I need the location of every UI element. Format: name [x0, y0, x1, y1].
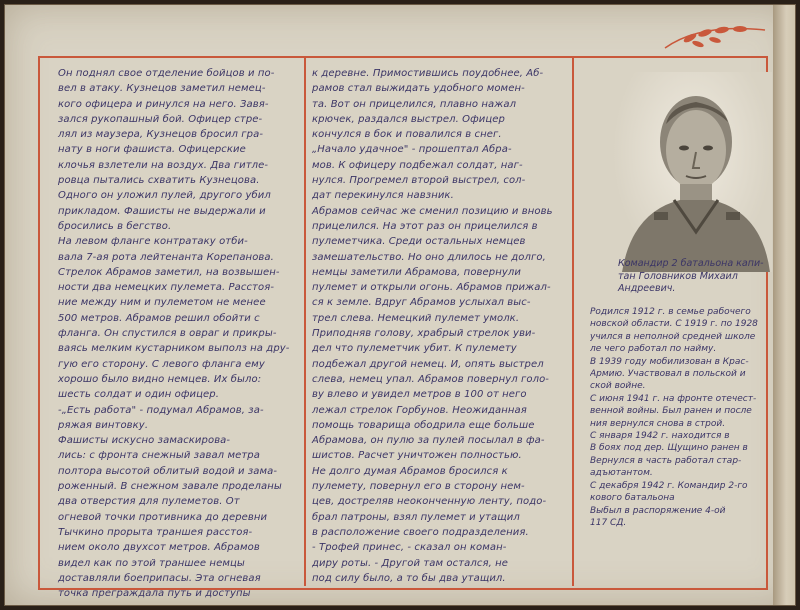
text-line: точка преграждала путь и доступы — [58, 588, 251, 600]
text-line: зался рукопашный бой. Офицер стре- — [58, 113, 263, 125]
text-line: ву влево и увидел метров в 100 от него — [312, 389, 527, 401]
commander-portrait — [612, 72, 772, 272]
text-line: дат перекинулся навзник. — [312, 190, 454, 202]
bio-line: адъютантом. — [590, 468, 653, 479]
caption-line: Андреевич. — [618, 283, 676, 294]
text-line: Абрамова, он пулю за пулей посылал в фа- — [312, 435, 545, 447]
text-line: мов. К офицеру подбежал солдат, наг- — [312, 159, 523, 171]
text-line: Стрелок Абрамов заметил, на возвышен- — [58, 266, 280, 278]
text-line: помощь товарища ободрила еще больше — [312, 419, 535, 431]
text-line: та. Вот он прицелился, плавно нажал — [312, 98, 517, 110]
text-line: к деревне. Примостившись поудобнее, Аб- — [312, 68, 544, 79]
text-line: цев, достреляв неоконченную ленту, подо- — [312, 496, 547, 508]
text-line: подбежал другой немец. И, опять выстрел — [312, 358, 544, 370]
bio-line: С июня 1941 г. на фронте отечест- — [590, 393, 757, 404]
text-line: пулемет и открыли огонь. Абрамов прижал- — [312, 282, 551, 294]
bio-line: венной войны. Был ранен и после — [590, 406, 752, 417]
text-line: кончулся в бок и повалился в снег. — [312, 129, 502, 141]
text-line: лял из маузера, Кузнецов бросил гра- — [58, 129, 264, 141]
text-line: фланга. Он спустился в овраг и прикры- — [58, 328, 277, 340]
portrait-caption — [618, 258, 788, 296]
column-divider — [572, 56, 574, 586]
text-line: шистов. Расчет уничтожен полностью. — [312, 450, 522, 462]
text-line: полтора высотой облитый водой и зама- — [58, 465, 278, 477]
text-line: -„Есть работа" - подумал Абрамов, за- — [58, 404, 264, 416]
bio-line: Вернулся в часть работал стар- — [590, 455, 742, 466]
text-line: дел что пулеметчик убит. К пулемету — [312, 343, 517, 355]
text-line: Он поднял свое отделение бойцов и по- — [58, 68, 275, 79]
text-line: Приподняв голову, храбрый стрелок уви- — [312, 328, 536, 340]
text-line: ся к земле. Вдруг Абрамов услыхал выс- — [312, 297, 531, 309]
text-line: Абрамов сейчас же сменил позицию и вновь — [312, 205, 553, 217]
text-line: роженный. В снежном завале проделаны — [58, 481, 282, 493]
bio-line: кового батальона — [590, 493, 675, 504]
bio-line: В боях под дер. Щущино ранен в — [590, 443, 748, 454]
text-line: вала 7-ая рота лейтенанта Корепанова. — [58, 251, 274, 263]
text-line: видел как по этой траншее немцы — [58, 557, 245, 569]
bio-line: учился в неполной средней школе — [590, 331, 756, 342]
text-line: трел слева. Немецкий пулемет умолк. — [312, 312, 520, 324]
text-line: огневой точки противника до деревни — [58, 511, 268, 523]
bio-line: Выбыл в распоряжение 4-ой — [590, 505, 726, 516]
text-line: ности два немецких пулемета. Расстоя- — [58, 282, 275, 294]
text-line: немцы заметили Абрамова, повернули — [312, 266, 521, 278]
bio-line: С декабря 1942 г. Командир 2-го — [590, 480, 748, 491]
text-line: Одного он уложил пулей, другого убил — [58, 190, 271, 202]
text-line: ние между ним и пулеметом не менее — [58, 297, 266, 309]
bio-line: ния вернулся снова в строй. — [590, 418, 726, 429]
caption-line: Командир 2 батальона капи- — [618, 258, 764, 269]
text-line: гую его сторону. С левого фланга ему — [58, 358, 265, 370]
bio-line: новской области. С 1919 г. по 1928 — [590, 319, 758, 330]
text-line: нулся. Прогремел второй выстрел, сол- — [312, 175, 526, 187]
bio-line: Армию. Участвовал в польской и — [590, 369, 746, 380]
text-line: в расположение своего подразделения. — [312, 526, 529, 538]
column-divider — [304, 56, 306, 586]
text-line: под силу было, а то бы два утащил. — [312, 572, 506, 584]
caption-line: тан Головников Михаил — [618, 270, 738, 282]
text-line: ваясь мелким кустарником выполз на дру- — [58, 343, 290, 355]
bio-line: Родился 1912 г. в семье рабочего — [590, 307, 751, 317]
text-line: лись: с фронта снежный завал метра — [58, 450, 260, 462]
text-line: брал патроны, взял пулемет и утащил — [312, 511, 520, 523]
text-line: доставляли боеприпасы. Эта огневая — [58, 572, 261, 584]
text-line: лежал стрелок Горбунов. Неожиданная — [312, 404, 527, 416]
text-line: Не долго думая Абрамов бросился к — [312, 465, 508, 477]
bio-line: 117 СД. — [590, 517, 627, 528]
commander-biography — [590, 306, 786, 596]
text-line: На левом фланге контратаку отби- — [58, 236, 248, 248]
text-line: ряжая винтовку. — [58, 419, 149, 431]
text-line: Тычкино прорыта траншея расстоя- — [58, 526, 253, 538]
text-line: кого офицера и ринулся на него. Завя- — [58, 98, 269, 110]
text-line: - Трофей принес, - сказал он коман- — [312, 542, 507, 554]
text-line: 500 метров. Абрамов решил обойти с — [58, 312, 260, 324]
text-line: пулемету, повернул его в сторону нем- — [312, 481, 525, 493]
right-text-column — [312, 66, 562, 586]
text-line: вел в атаку. Кузнецов заметил немец- — [58, 83, 266, 95]
bio-line: В 1939 году мобилизован в Крас- — [590, 356, 749, 367]
text-line: Фашисты искусно замаскирова- — [58, 435, 231, 447]
bio-line: С января 1942 г. находится в — [590, 431, 730, 442]
left-text-column — [58, 66, 300, 601]
text-line: диру роты. - Другой там остался, не — [312, 557, 509, 569]
bio-line: ской войне. — [590, 381, 646, 392]
text-line: бросились в бегство. — [58, 220, 172, 232]
text-line: шесть солдат и один офицер. — [58, 389, 220, 401]
text-line: нием около двухсот метров. Абрамов — [58, 542, 260, 554]
text-line: крючек, раздался выстрел. Офицер — [312, 113, 505, 125]
text-line: рамов стал выжидать удобного момен- — [312, 83, 525, 95]
text-line: два отверстия для пулеметов. От — [58, 496, 240, 508]
text-line: хорошо было видно немцев. Их было: — [58, 373, 262, 385]
text-line: прикладом. Фашисты не выдержали и — [58, 205, 266, 217]
text-line: „Начало удачное" - прошептал Абра- — [312, 144, 512, 156]
text-line: замешательство. Но оно длилось не долго, — [312, 251, 546, 263]
text-line: ровца пытались схватить Кузнецова. — [58, 175, 260, 187]
text-line: нату в ноги фашиста. Офицерские — [58, 144, 246, 156]
wreath-ornament-icon — [660, 18, 770, 58]
bio-line: ле чего работал по найму. — [590, 344, 717, 355]
text-line: прицелился. На этот раз он прицелился в — [312, 220, 538, 232]
text-line: клочья взлетели на воздух. Два гитле- — [58, 159, 269, 171]
text-line: пулеметчика. Среди остальных немцев — [312, 236, 526, 248]
text-line: слева, немец упал. Абрамов повернул голо- — [312, 373, 550, 385]
